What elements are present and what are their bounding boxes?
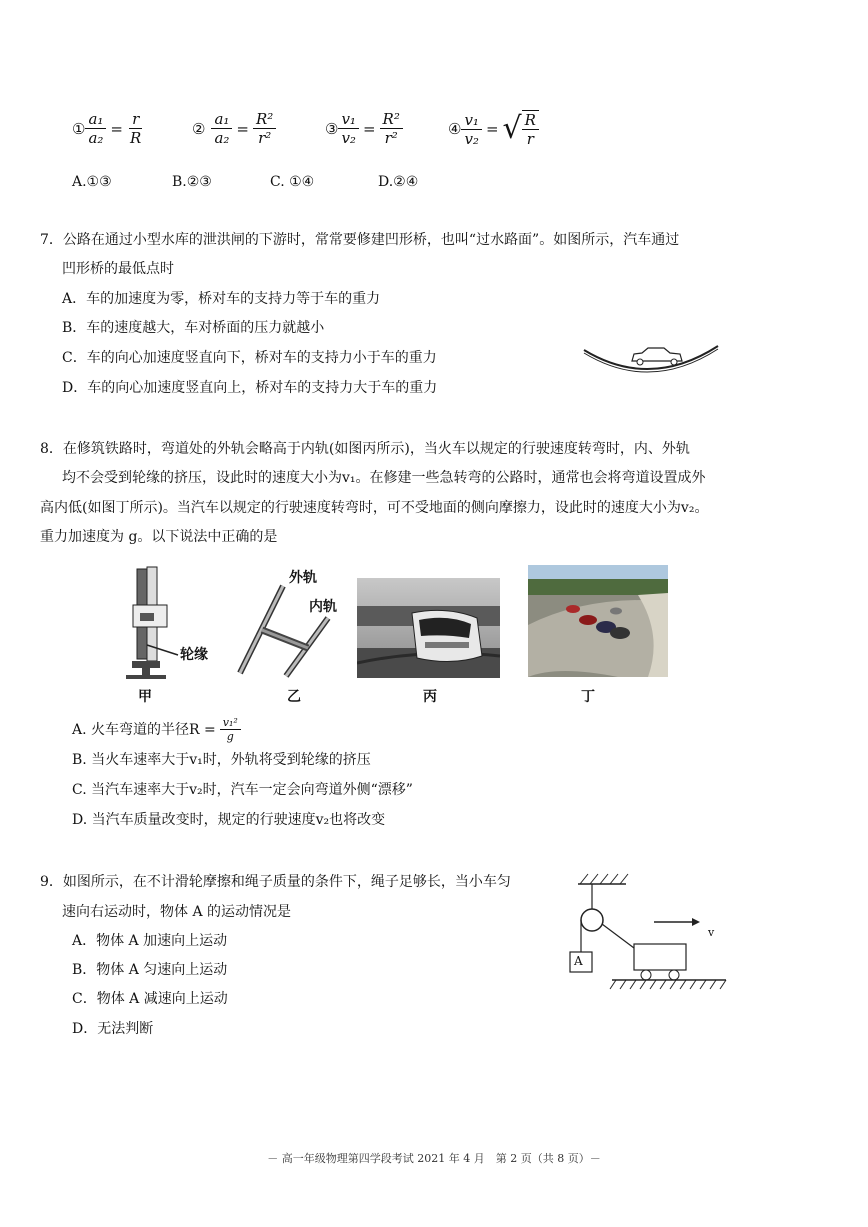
formula-marker: ④: [448, 120, 462, 138]
formula-4: ④ $\frac{\text{v₁}}{\text{v₂}}$ = √ $\frac{R}{r}$: [448, 110, 539, 148]
q7-option-a: A．车的加速度为零，桥对车的支持力等于车的重力: [62, 291, 381, 307]
q8-stem-line2: 均不会受到轮缘的挤压，设此时的速度大小为v₁。在修建一些急转弯的公路时，通常也会将弯道设置成外: [62, 470, 706, 486]
q7-option-c: C．车的向心加速度竖直向下，桥对车的支持力小于车的重力: [62, 350, 437, 366]
concave-bridge-figure: [582, 330, 722, 375]
q9-stem-line1: 9．如图所示，在不计滑轮摩擦和绳子质量的条件下，绳子足够长，当小车匀: [40, 874, 511, 890]
pulley-cart-figure: [560, 872, 730, 997]
q9-option-b: B．物体 A 匀速向上运动: [72, 962, 228, 978]
formula-1: ① $\frac{\text{a₁}}{\text{a₂}}$ = $\frac{r}{R}$: [72, 110, 142, 147]
formula-marker: ②: [192, 119, 206, 138]
q7-option-b: B．车的速度越大，车对桥面的压力就越小: [62, 320, 325, 336]
label-ding: 丁: [581, 689, 595, 705]
q7-stem-line2: 凹形桥的最低点时: [62, 261, 174, 277]
q6-option-a: A.①③: [72, 174, 112, 190]
q9-option-c: C．物体 A 减速向上运动: [72, 991, 228, 1007]
block-label: A: [574, 954, 583, 968]
q8-stem-line3: 高内低(如图丁所示)。当汽车以规定的行驶速度转弯时，可不受地面的侧向摩擦力，设此时的速度大小为v₂。: [40, 500, 709, 516]
q8-option-d: D. 当汽车质量改变时，规定的行驶速度v₂也将改变: [72, 812, 386, 828]
label-yi: 乙: [287, 689, 301, 705]
q9-option-a: A．物体 A 加速向上运动: [72, 933, 228, 949]
q8-option-b: B. 当火车速率大于v₁时，外轨将受到轮缘的挤压: [72, 752, 371, 768]
label-bing: 丙: [423, 689, 437, 705]
q6-option-c: C. ①④: [270, 174, 315, 190]
formula-3: ③ $\frac{\text{v₁}}{\text{v₂}}$ = $\frac{\text{R²}}{\text{r²}}$: [325, 110, 403, 147]
q7-stem-line1: 7．公路在通过小型水库的泄洪闸的下游时，常常要修建凹形桥，也叫“过水路面”。如图所示，汽车通过: [40, 232, 680, 248]
train-photo: [357, 578, 500, 678]
car-icon: [632, 348, 682, 365]
label-waigui: 外轨: [289, 570, 317, 586]
tilted-rails-figure: [228, 578, 348, 683]
sqrt-expression: √ $\frac{R}{r}$: [503, 110, 539, 148]
q8-stem-line1: 8．在修筑铁路时，弯道处的外轨会略高于内轨(如图丙所示)，当火车以规定的行驶速度转弯时，内、外轨: [40, 441, 690, 457]
label-jia: 甲: [138, 689, 152, 705]
formula-marker: ①: [72, 119, 86, 138]
q8-option-a: A. 火车弯道的半径R = $\frac{\text{v₁²}}{g}$: [72, 716, 241, 743]
banked-road-photo: [528, 565, 668, 677]
q9-option-d: D．无法判断: [72, 1021, 154, 1037]
q9-stem-line2: 速向右运动时，物体 A 的运动情况是: [62, 904, 292, 920]
q6-option-b: B.②③: [172, 174, 212, 190]
label-lunyuan: 轮缘: [180, 647, 208, 663]
page-footer: － 高一年级物理第四学段考试 2021 年 4 月 第 2 页（共 8 页）－: [267, 1152, 601, 1165]
q8-stem-line4: 重力加速度为 g。以下说法中正确的是: [40, 529, 278, 545]
q6-option-d: D.②④: [378, 174, 419, 190]
label-neigui: 内轨: [309, 599, 337, 615]
pulley-icon: [581, 909, 603, 931]
cart-icon: [634, 944, 686, 970]
formula-2: ② $\frac{\text{a₁}}{\text{a₂}}$ = $\frac{\text{R²}}{\text{r²}}$: [192, 110, 276, 147]
q7-option-d: D．车的向心加速度竖直向上，桥对车的支持力大于车的重力: [62, 380, 438, 396]
q8-option-c: C. 当汽车速率大于v₂时，汽车一定会向弯道外侧“漂移”: [72, 782, 413, 798]
velocity-label: v: [708, 926, 715, 939]
formula-marker: ③: [325, 119, 339, 138]
